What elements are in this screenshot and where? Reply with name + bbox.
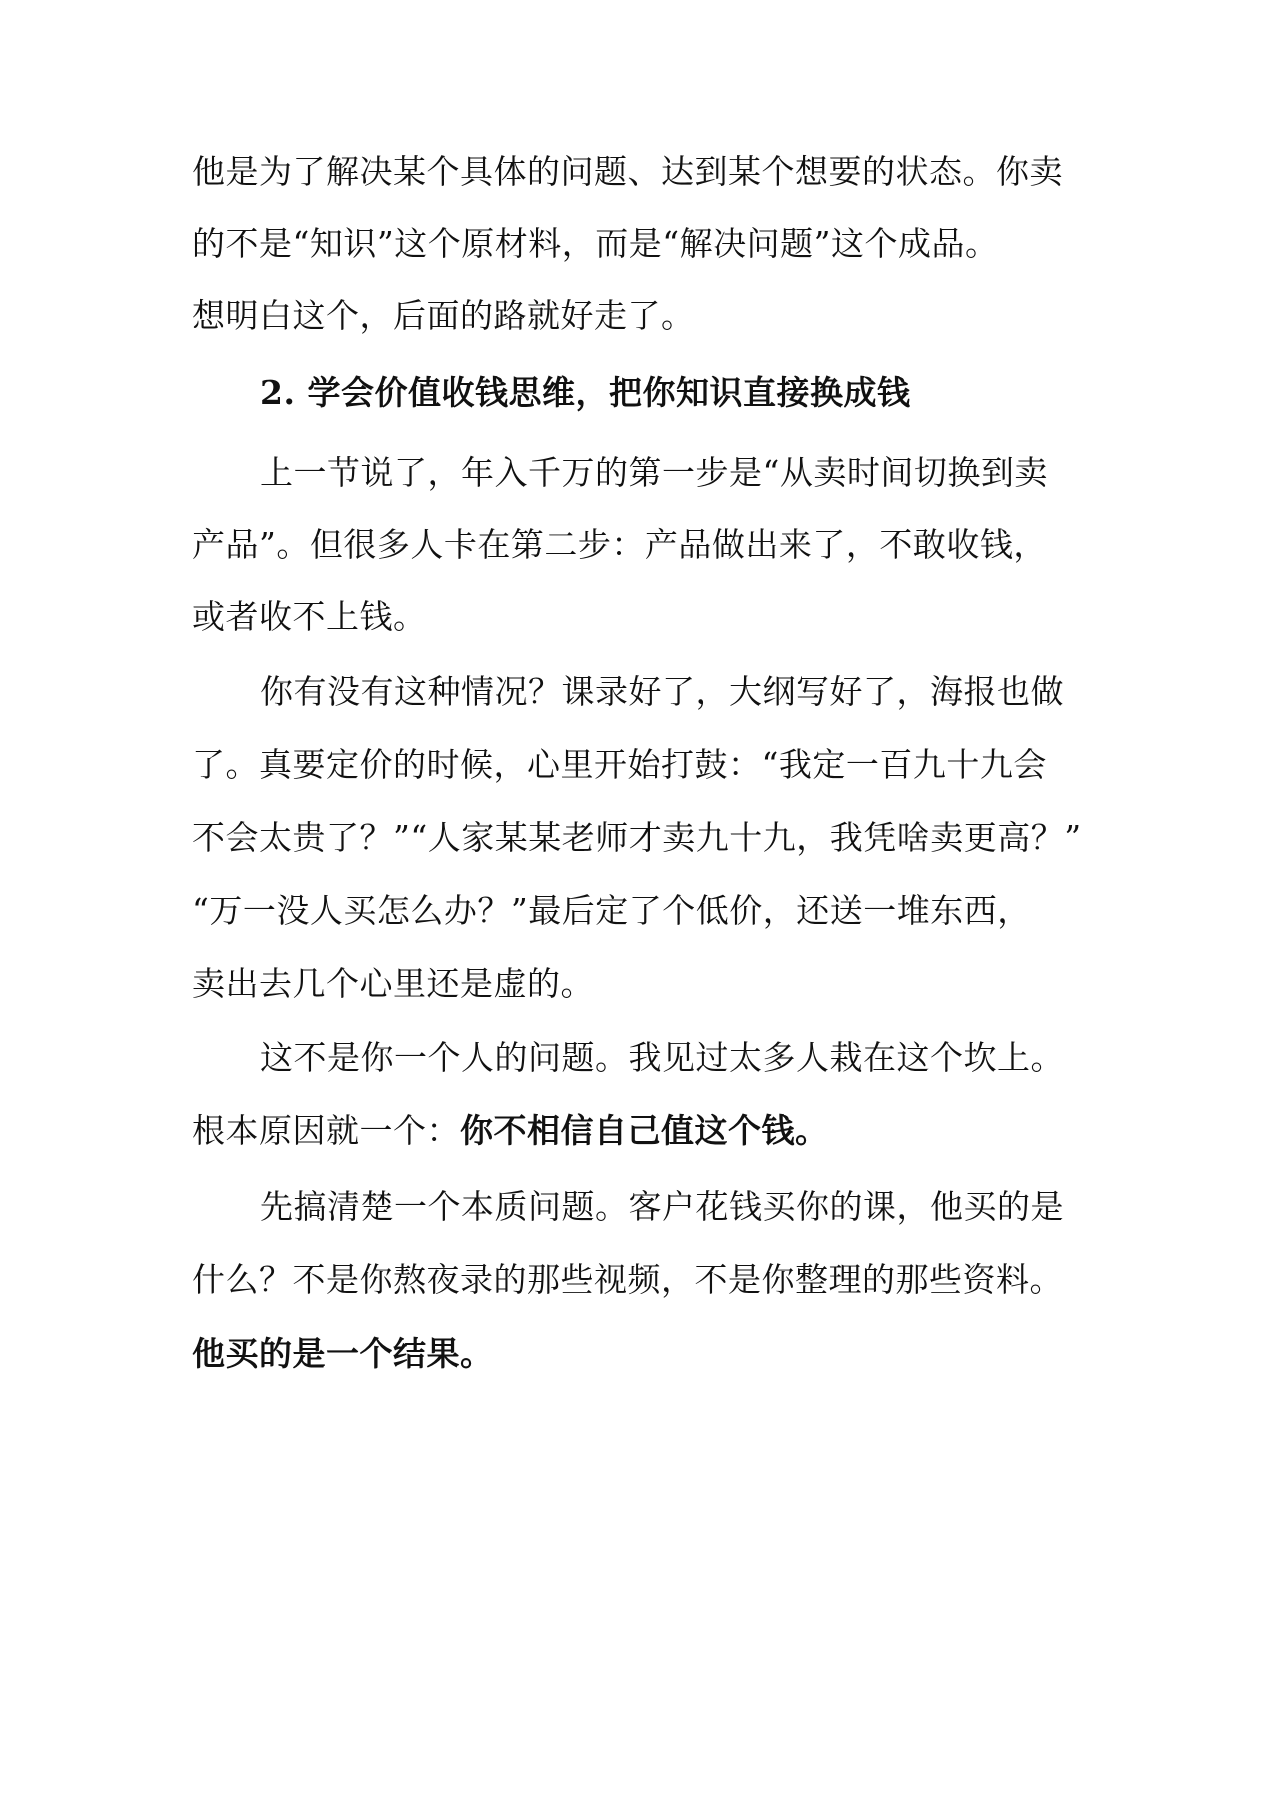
paragraph-3-line-1: 你有没有这种情况？课录好了，大纲写好了，海报也做 — [260, 672, 1064, 711]
paragraph-5-emphasis: 他买的是一个结果。 — [192, 1334, 494, 1373]
paragraph-4-emphasis: 你不相信自己值这个钱。 — [460, 1111, 829, 1150]
paragraph-3-line-3: 不会太贵了？”“人家某某老师才卖九十九，我凭啥卖更高？” — [192, 818, 1082, 857]
paragraph-1-line-1: 他是为了解决某个具体的问题、达到某个想要的状态。你卖 — [192, 152, 1063, 191]
paragraph-1-line-2: 的不是“知识”这个原材料，而是“解决问题”这个成品。 — [192, 224, 999, 263]
paragraph-2-line-1: 上一节说了，年入千万的第一步是“从卖时间切换到卖 — [260, 453, 1048, 492]
paragraph-5-line-1: 先搞清楚一个本质问题。客户花钱买你的课，他买的是 — [260, 1187, 1064, 1226]
paragraph-2-line-3: 或者收不上钱。 — [192, 597, 427, 636]
paragraph-3-line-4: “万一没人买怎么办？”最后定了个低价，还送一堆东西， — [192, 891, 1031, 930]
paragraph-4-line-1: 这不是你一个人的问题。我见过太多人栽在这个坎上。 — [260, 1038, 1064, 1077]
paragraph-4-line-2 — [192, 1109, 1092, 1153]
paragraph-5-line-2: 什么？不是你熬夜录的那些视频，不是你整理的那些资料。 — [192, 1260, 1063, 1299]
paragraph-3-line-2: 了。真要定价的时候，心里开始打鼓：“我定一百九十九会 — [192, 745, 1047, 784]
paragraph-4-line-2-text: 根本原因就一个： — [192, 1111, 460, 1150]
paragraph-2-line-2: 产品”。但很多人卡在第二步：产品做出来了，不敢收钱， — [192, 525, 1047, 564]
paragraph-1-line-3: 想明白这个，后面的路就好走了。 — [192, 296, 695, 335]
paragraph-3-line-5: 卖出去几个心里还是虚的。 — [192, 964, 594, 1003]
section-heading: 2. 学会价值收钱思维，把你知识直接换成钱 — [260, 373, 911, 412]
